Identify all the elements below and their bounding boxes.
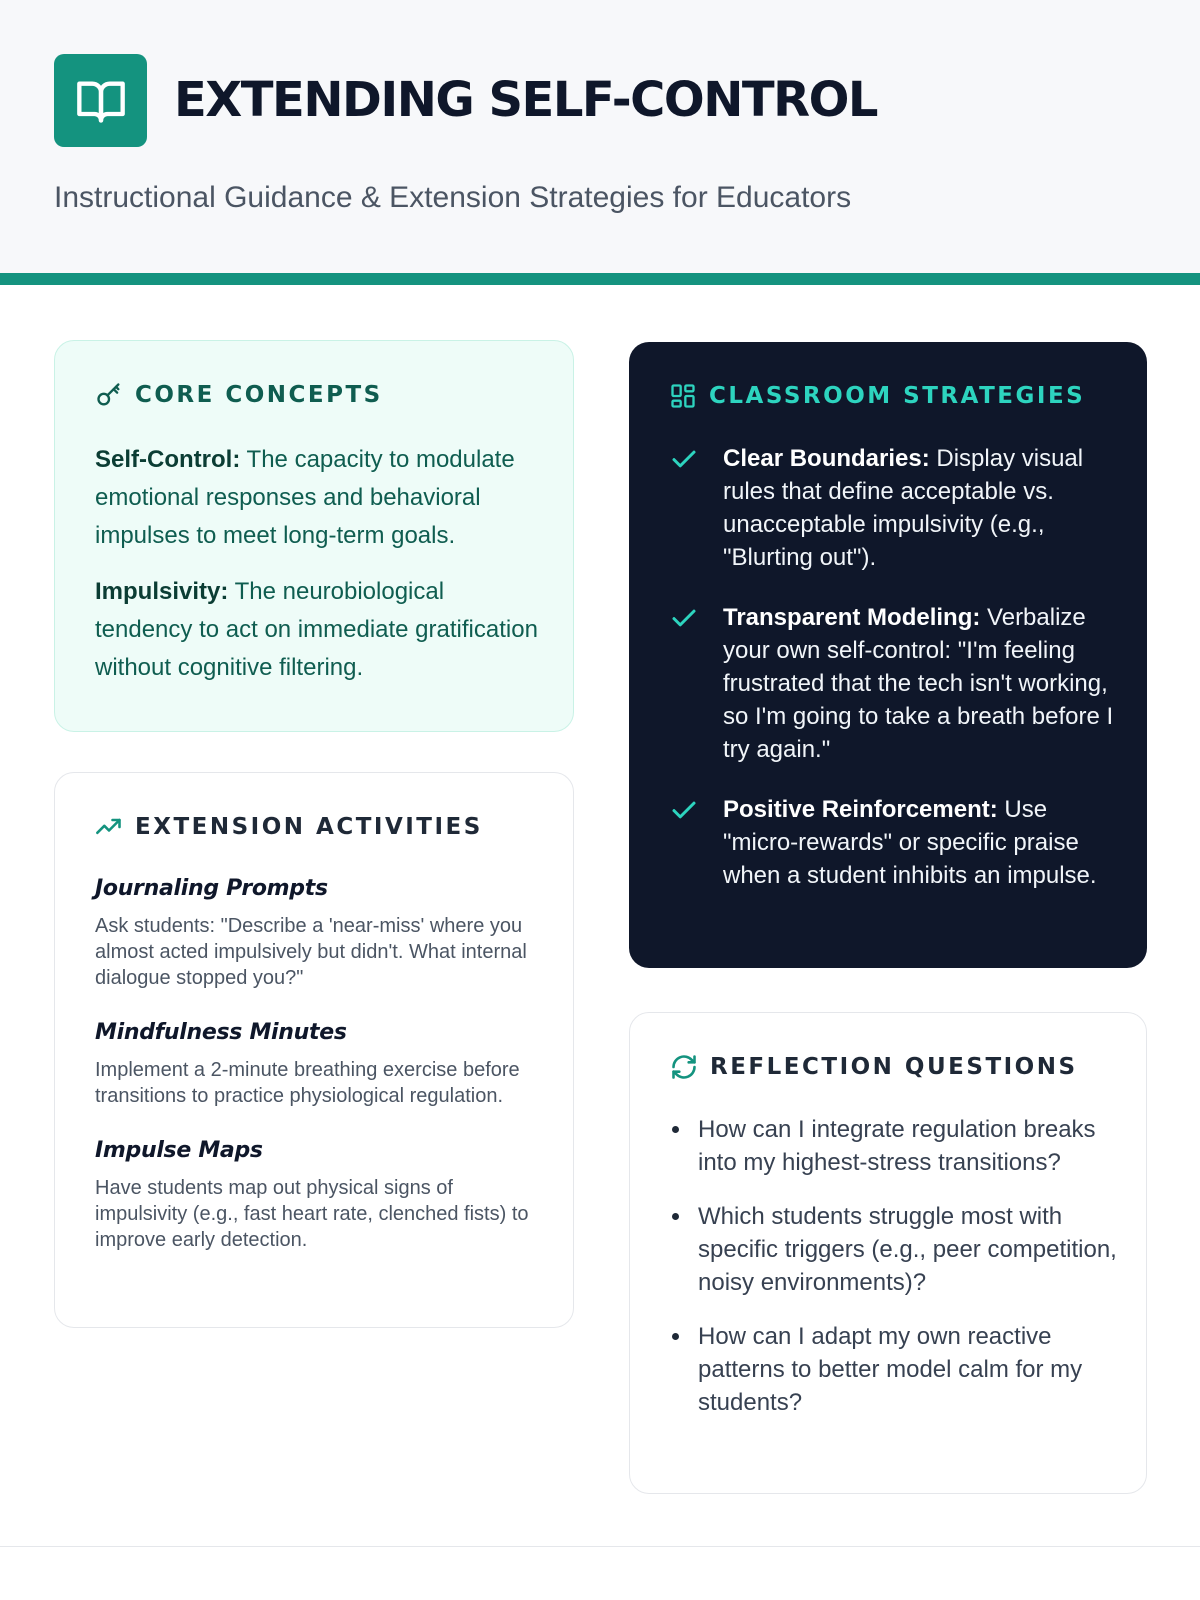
classroom-strategies-header (669, 378, 1085, 414)
layout-grid-icon (669, 382, 697, 410)
core-concepts-card (54, 340, 574, 732)
concept-term: Impulsivity: (95, 578, 229, 605)
trending-up-icon (95, 813, 123, 841)
strategy-text (723, 442, 1119, 574)
extension-activities-card (54, 772, 574, 1328)
extension-activities-title: EXTENSION ACTIVITIES (135, 814, 483, 840)
core-concepts-body (95, 441, 543, 705)
page-subtitle: Instructional Guidance & Extension Strategies for Educators (54, 181, 852, 214)
classroom-strategies-title: CLASSROOM STRATEGIES (709, 383, 1086, 409)
reflection-item (670, 1113, 1120, 1179)
reflection-questions-header (670, 1049, 1078, 1085)
strategy-description: Verbalize your own self-control: "I'm feeling frustrated that the tech isn't working, so I'm going to take a breath before I try again." (723, 604, 1114, 763)
strategies-list (669, 442, 1119, 919)
activity-description: Have students map out physical signs of impulsivity (e.g., fast heart rate, clenched fists) to improve early detection. (95, 1177, 529, 1251)
activity-item (95, 1017, 543, 1109)
classroom-strategies-card (629, 342, 1147, 968)
refresh-icon (670, 1053, 698, 1081)
activity-name: Impulse Maps (95, 1138, 263, 1163)
reflection-list (670, 1113, 1120, 1440)
concept-definition: The capacity to modulate emotional responses and behavioral impulses to meet long-term goals. (95, 446, 515, 549)
bullet-icon (672, 1333, 679, 1340)
activity-item (95, 873, 543, 991)
footer-divider (0, 1546, 1200, 1547)
header-divider (0, 273, 1200, 285)
reflection-question: How can I adapt my own reactive patterns to better model calm for my students? (698, 1323, 1083, 1416)
activity-description: Implement a 2-minute breathing exercise before transitions to practice physiological regulation. (95, 1059, 520, 1107)
reflection-item (670, 1320, 1120, 1419)
page-header (0, 0, 1200, 275)
strategy-item (669, 601, 1119, 766)
core-concepts-header (95, 377, 383, 413)
logo-badge (54, 54, 147, 147)
check-icon (669, 795, 699, 825)
page-title: EXTENDING SELF-CONTROL (174, 72, 877, 128)
activity-item (95, 1135, 543, 1253)
concept-term: Self-Control: (95, 446, 241, 473)
concept-definition: The neurobiological tendency to act on immediate gratification without cognitive filtering. (95, 578, 538, 681)
strategy-description: Display visual rules that define acceptable vs. unacceptable impulsivity (e.g., "Blurting out"). (723, 445, 1084, 571)
reflection-question: Which students struggle most with specific triggers (e.g., peer competition, noisy environments)? (698, 1203, 1117, 1296)
reflection-questions-card (629, 1012, 1147, 1494)
key-icon (95, 381, 123, 409)
strategy-term: Positive Reinforcement: (723, 796, 998, 823)
strategy-text (723, 793, 1119, 892)
activity-name: Mindfulness Minutes (95, 1020, 347, 1045)
check-icon (669, 603, 699, 633)
core-concepts-title: CORE CONCEPTS (135, 382, 383, 408)
activity-description: Ask students: "Describe a 'near-miss' where you almost acted impulsively but didn't. What internal dialogue stopped you?" (95, 915, 527, 989)
bullet-icon (672, 1126, 679, 1133)
strategy-term: Clear Boundaries: (723, 445, 930, 472)
bullet-icon (672, 1213, 679, 1220)
concept-item (95, 573, 543, 687)
strategy-item (669, 442, 1119, 574)
strategy-term: Transparent Modeling: (723, 604, 981, 631)
reflection-question: How can I integrate regulation breaks into my highest-stress transitions? (698, 1116, 1096, 1176)
activities-list (95, 873, 543, 1279)
concept-item (95, 441, 543, 555)
strategy-item (669, 793, 1119, 892)
reflection-item (670, 1200, 1120, 1299)
strategy-description: Use "micro-rewards" or specific praise when a student inhibits an impulse. (723, 796, 1097, 889)
check-icon (669, 444, 699, 474)
extension-activities-header (95, 809, 483, 845)
strategy-text (723, 601, 1119, 766)
open-book-icon (75, 75, 127, 127)
activity-name: Journaling Prompts (95, 876, 328, 901)
reflection-questions-title: REFLECTION QUESTIONS (710, 1054, 1078, 1080)
